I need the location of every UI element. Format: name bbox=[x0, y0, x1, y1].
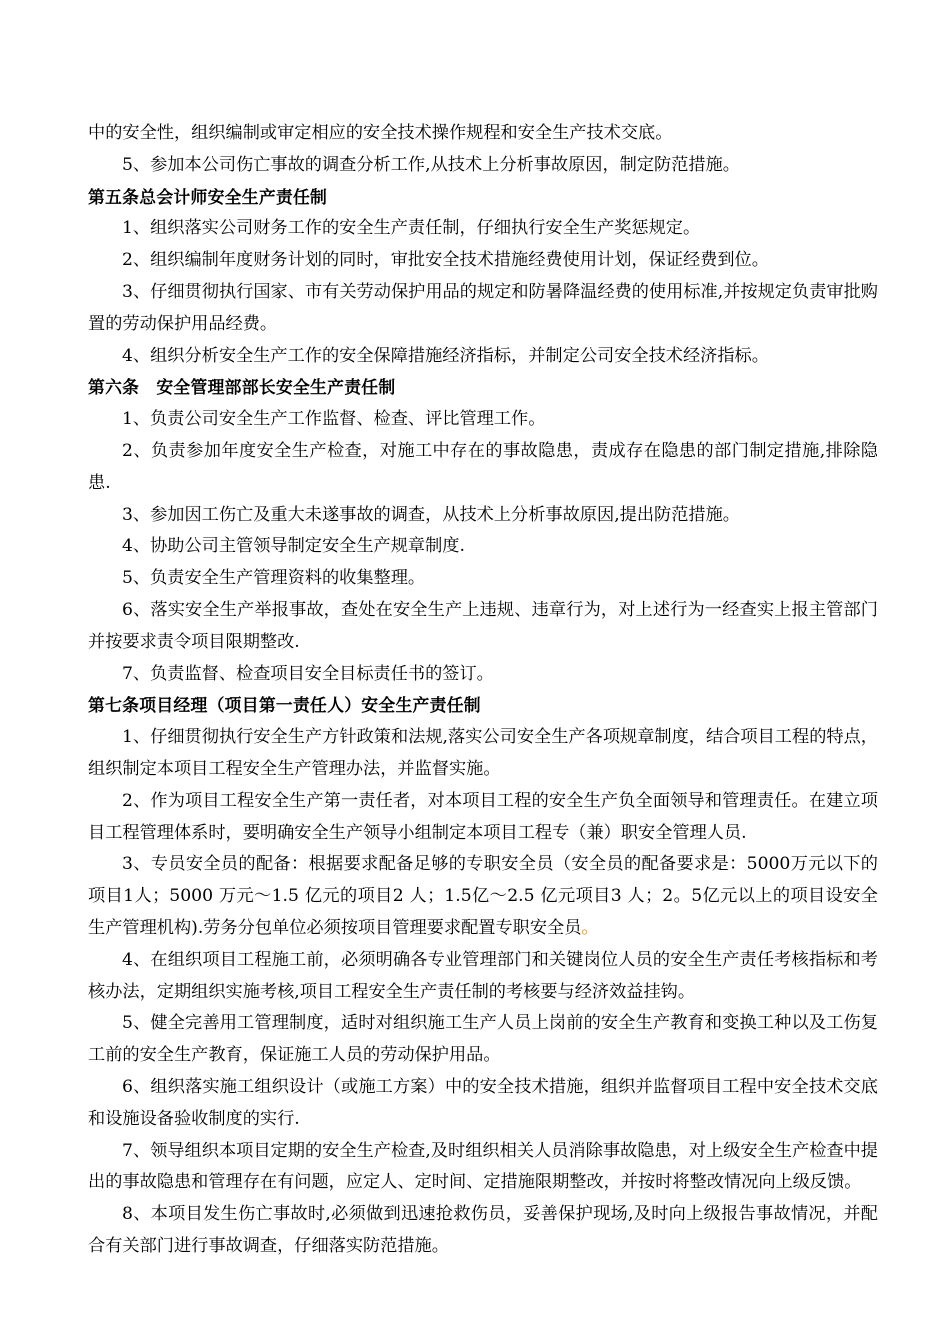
paragraph: 3、参加因工伤亡及重大未遂事故的调查，从技术上分析事故原因,提出防范措施。 bbox=[122, 504, 740, 525]
paragraph: 2、组织编制年度财务计划的同时，审批安全技术措施经费使用计划，保证经费到位。 bbox=[122, 250, 769, 271]
paragraph: 7、领导组织本项目定期的安全生产检查,及时组织相关人员消除事故隐患，对上级安全生产检查中提出的事故隐患和管理存在有问题，应定人、定时间、定措施限期整改，并按时将整改情况向上级反馈。 bbox=[88, 1140, 878, 1193]
paragraph: 4、在组织项目工程施工前，必须明确各专业管理部门和关键岗位人员的安全生产责任考核指标和考核办法，定期组织实施考核,项目工程安全生产责任制的考核要与经济效益挂钩。 bbox=[88, 949, 878, 1002]
paragraph: 2、作为项目工程安全生产第一责任者，对本项目工程的安全生产负全面领导和管理责任。在建立项目工程管理体系时，要明确安全生产领导小组制定本项目工程专（兼）职安全管理人员. bbox=[88, 790, 878, 843]
paragraph-text: 3、专员安全员的配备：根据要求配备足够的专职安全员（安全员的配备要求是：5000万元以下的项目1人；5000 万元～1.5 亿元的项目2 人；1.5亿～2.5 亿元项目3 人；2。5亿元以上的项目设安全生产管理机构).劳务分包单位必须按项目管理要求配置专职安全员 bbox=[88, 854, 878, 938]
section-heading: 第七条项目经理（项目第一责任人）安全生产责任制 bbox=[88, 695, 481, 716]
paragraph: 6、落实安全生产举报事故，查处在安全生产上违规、违章行为，对上述行为一经查实上报主管部门并按要求责令项目限期整改. bbox=[88, 599, 878, 652]
section-heading: 第六条 安全管理部部长安全生产责任制 bbox=[88, 377, 396, 398]
paragraph: 7、负责监督、检查项目安全目标责任书的签订。 bbox=[122, 663, 494, 684]
paragraph: 3、仔细贯彻执行国家、市有关劳动保护用品的规定和防暑降温经费的使用标准,并按规定负责审批购置的劳动保护用品经费。 bbox=[88, 281, 878, 334]
paragraph: 中的安全性，组织编制或审定相应的安全技术操作规程和安全生产技术交底。 bbox=[88, 123, 673, 143]
paragraph: 5、负责安全生产管理资料的收集整理。 bbox=[122, 568, 426, 589]
paragraph: 5、参加本公司伤亡事故的调查分析工作,从技术上分析事故原因，制定防范措施。 bbox=[122, 154, 740, 175]
paragraph bbox=[88, 849, 878, 944]
paragraph: 1、负责公司安全生产工作监督、检查、评比管理工作。 bbox=[122, 409, 546, 430]
paragraph: 8、本项目发生伤亡事故时,必须做到迅速抢救伤员，妥善保护现场,及时向上级报告事故情况，并配合有关部门进行事故调查，仔细落实防范措施。 bbox=[88, 1204, 878, 1256]
paragraph: 4、组织分析安全生产工作的安全保障措施经济指标，并制定公司安全技术经济指标。 bbox=[122, 345, 769, 366]
highlighted-period: 。 bbox=[581, 917, 599, 938]
document-body bbox=[88, 118, 878, 1263]
paragraph: 1、仔细贯彻执行安全生产方针政策和法规,落实公司安全生产各项规章制度，结合项目工程的特点，组织制定本项目工程安全生产管理办法，并监督实施。 bbox=[88, 727, 878, 779]
section-heading: 第五条总会计师安全生产责任制 bbox=[88, 186, 328, 207]
paragraph: 5、健全完善用工管理制度，适时对组织施工生产人员上岗前的安全生产教育和变换工种以及工伤复工前的安全生产教育，保证施工人员的劳动保护用品。 bbox=[88, 1013, 878, 1066]
paragraph: 2、负责参加年度安全生产检查，对施工中存在的事故隐患，责成存在隐患的部门制定措施,排除隐患. bbox=[88, 440, 878, 493]
paragraph: 4、协助公司主管领导制定安全生产规章制度. bbox=[122, 536, 465, 557]
paragraph: 1、组织落实公司财务工作的安全生产责任制，仔细执行安全生产奖惩规定。 bbox=[122, 218, 701, 239]
paragraph: 6、组织落实施工组织设计（或施工方案）中的安全技术措施，组织并监督项目工程中安全技术交底和设施设备验收制度的实行. bbox=[88, 1076, 878, 1129]
